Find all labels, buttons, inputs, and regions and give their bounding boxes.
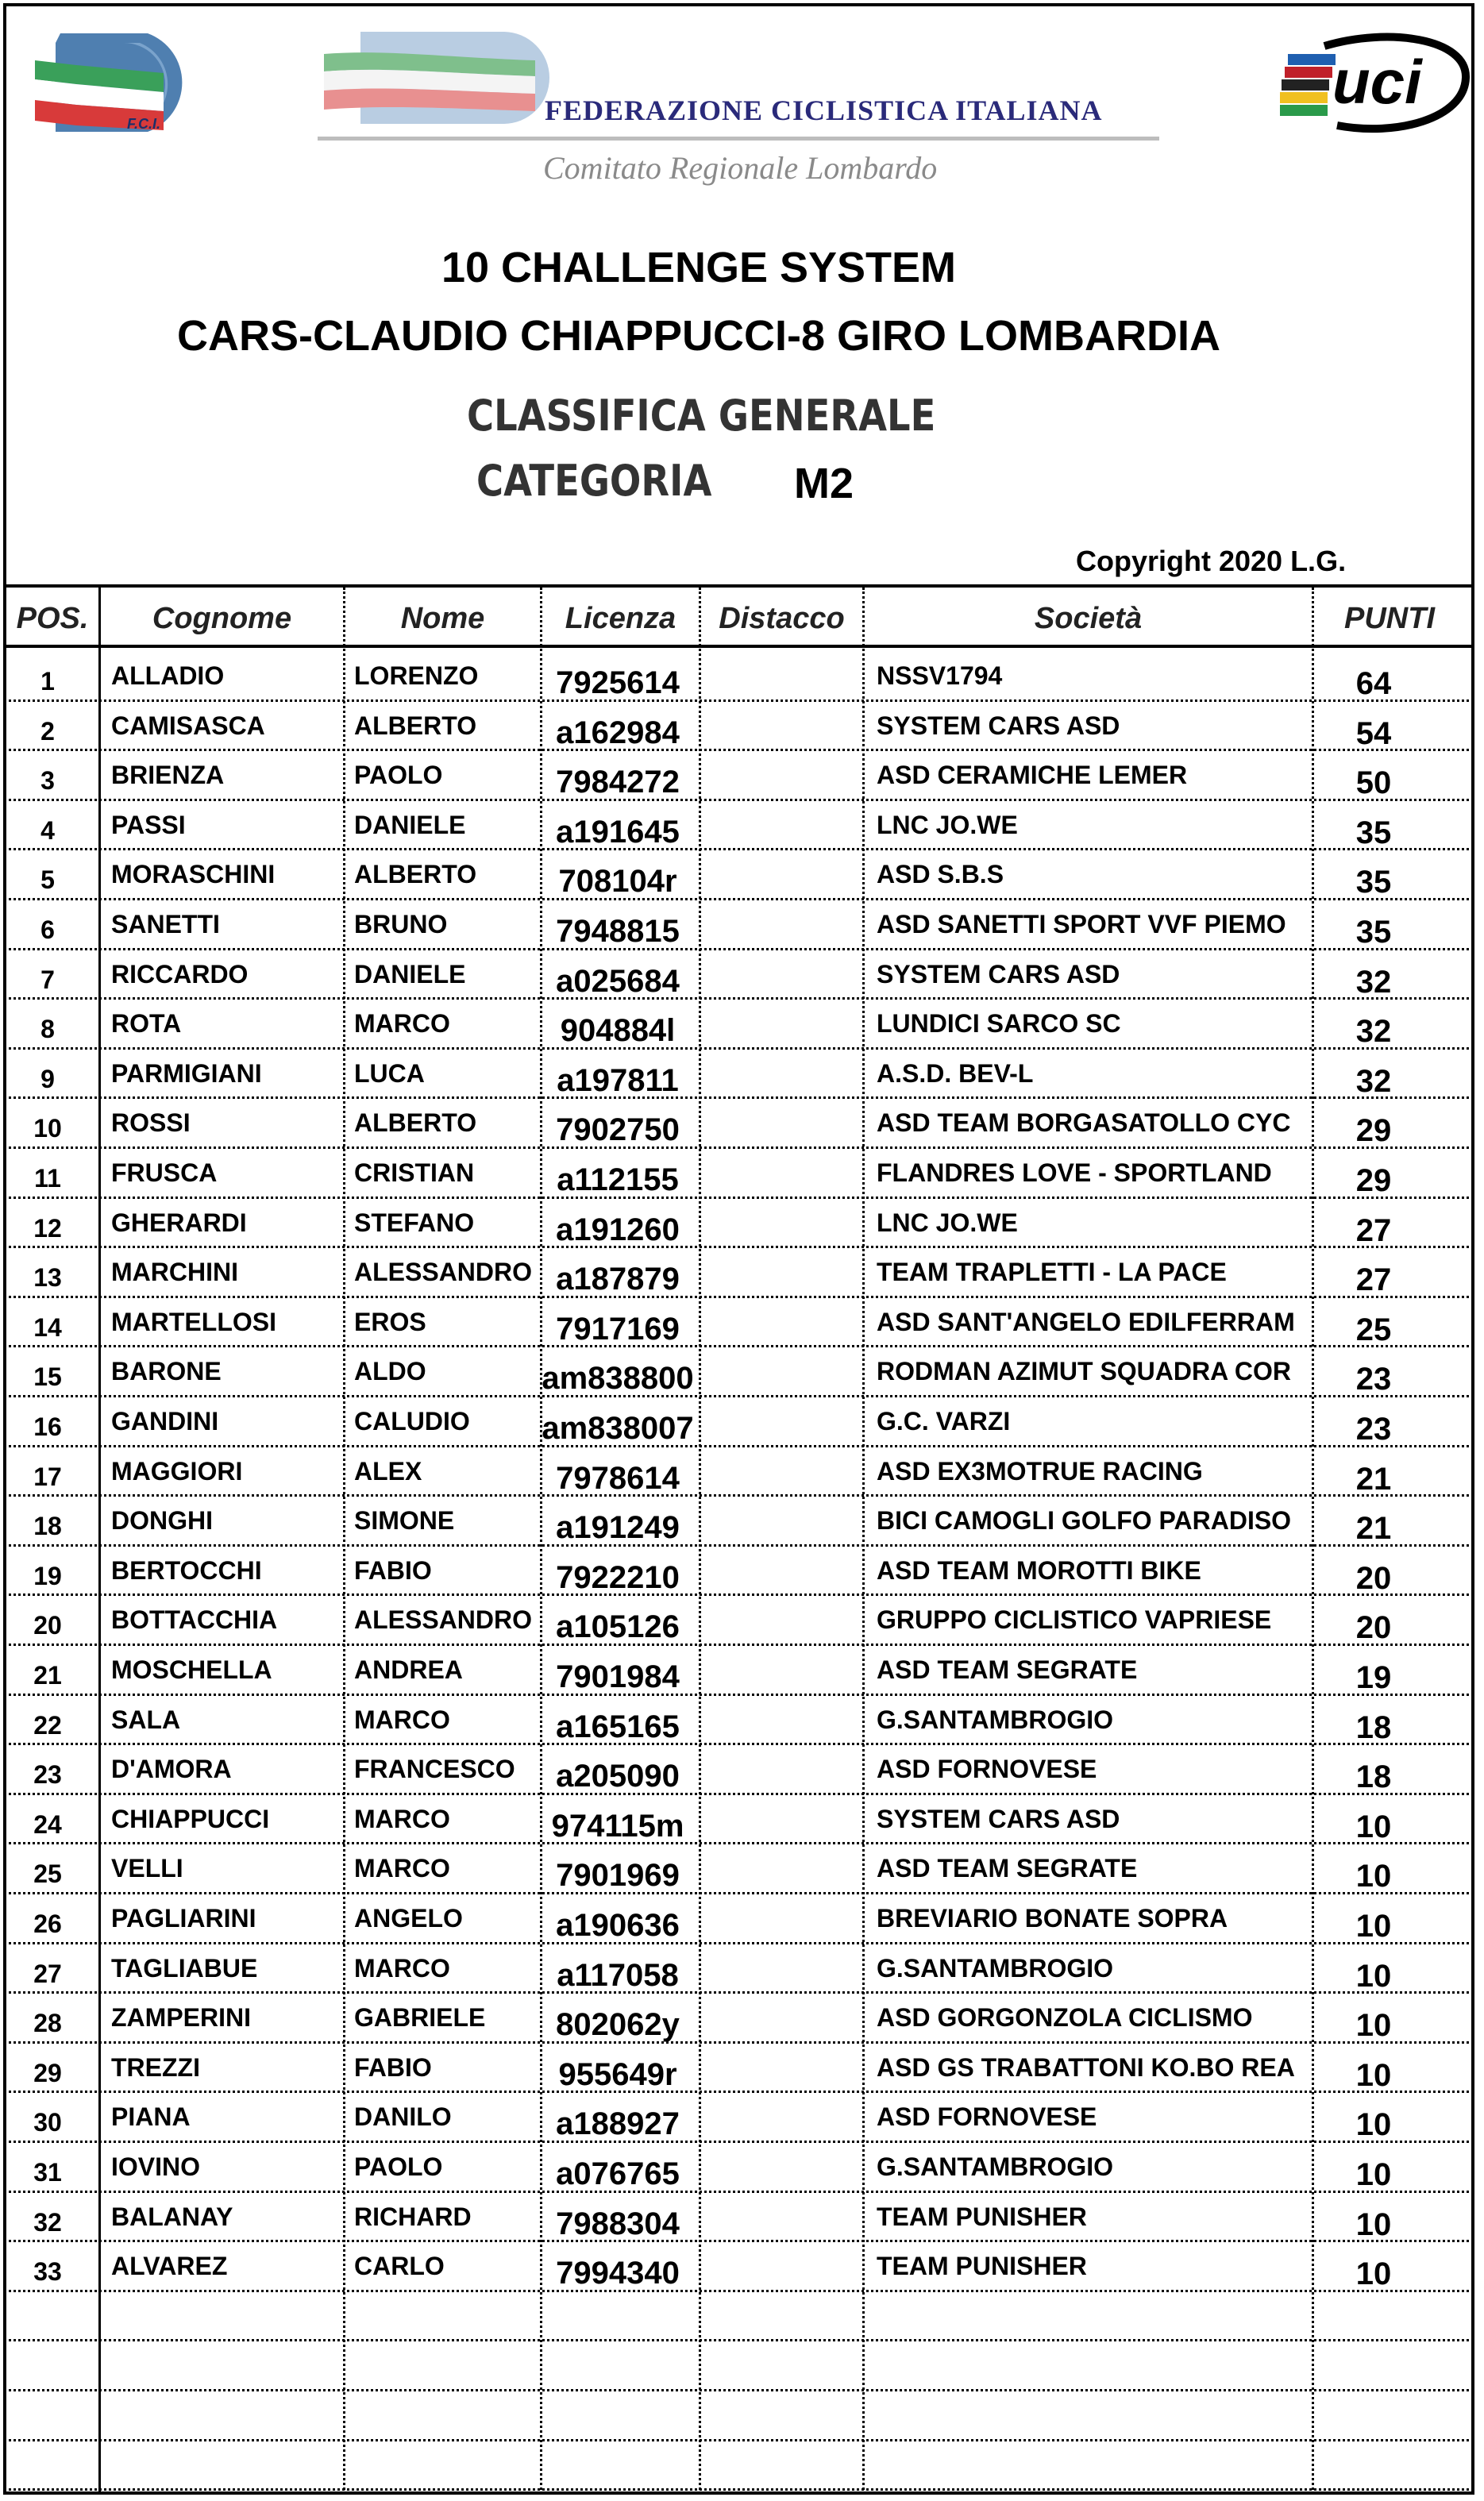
cell-punti: 10 bbox=[1355, 2206, 1392, 2242]
table-row bbox=[0, 800, 1484, 850]
cell-licenza: a076765 bbox=[556, 2156, 680, 2191]
cell-distacco bbox=[702, 1347, 861, 1396]
cell-nome: SIMONE bbox=[354, 1506, 455, 1536]
table-row bbox=[0, 1247, 1484, 1297]
row-separator bbox=[3, 2439, 1474, 2441]
cell-cognome: MARCHINI bbox=[111, 1258, 238, 1287]
table-row bbox=[0, 1098, 1484, 1147]
cell-punti: 32 bbox=[1355, 1063, 1392, 1099]
cell-societa: SYSTEM CARS ASD bbox=[877, 711, 1120, 740]
column-header-distacco: Distacco bbox=[719, 602, 845, 635]
cell-licenza: 7917169 bbox=[556, 1311, 680, 1347]
cell-societa: TEAM PUNISHER bbox=[877, 2202, 1087, 2231]
cell-distacco bbox=[702, 999, 861, 1048]
cell-nome: LUCA bbox=[354, 1058, 425, 1088]
cell-punti: 54 bbox=[1355, 715, 1392, 751]
cell-licenza: a162984 bbox=[556, 715, 680, 750]
table-row bbox=[0, 1397, 1484, 1446]
cell-nome: CARLO bbox=[354, 2252, 445, 2281]
cell-societa: A.S.D. BEV-L bbox=[877, 1058, 1034, 1088]
cell-distacco bbox=[702, 1297, 861, 1347]
cell-position: 13 bbox=[33, 1263, 62, 1293]
cell-cognome: TAGLIABUE bbox=[111, 1953, 258, 1983]
cell-punti: 10 bbox=[1355, 1958, 1392, 1994]
cell-position: 4 bbox=[40, 815, 55, 845]
cell-distacco bbox=[702, 1744, 861, 1794]
cell-cognome: CHIAPPUCCI bbox=[111, 1804, 270, 1833]
uci-logo-text: uci bbox=[1332, 47, 1422, 117]
column-header-cognome: Cognome bbox=[152, 602, 292, 635]
cell-nome: MARCO bbox=[354, 1953, 450, 1983]
cell-cognome: FRUSCA bbox=[111, 1158, 218, 1187]
cell-societa: G.SANTAMBROGIO bbox=[877, 2152, 1114, 2181]
cell-cognome: ROSSI bbox=[111, 1108, 191, 1138]
cell-societa: LUNDICI SARCO SC bbox=[877, 1009, 1121, 1039]
table-row bbox=[0, 850, 1484, 899]
cell-societa: ASD TEAM SEGRATE bbox=[877, 1854, 1138, 1883]
cell-punti: 35 bbox=[1355, 915, 1392, 950]
cell-punti: 21 bbox=[1355, 1511, 1392, 1547]
cell-position: 20 bbox=[33, 1611, 62, 1640]
cell-position: 14 bbox=[33, 1312, 62, 1342]
fci-logo bbox=[29, 29, 208, 137]
cell-societa: ASD GS TRABATTONI KO.BO REA bbox=[877, 2052, 1295, 2082]
cell-distacco bbox=[702, 900, 861, 949]
table-row bbox=[0, 2142, 1484, 2191]
cell-societa: SYSTEM CARS ASD bbox=[877, 959, 1120, 988]
cell-licenza: 955649r bbox=[558, 2056, 677, 2092]
cell-punti: 27 bbox=[1355, 1212, 1392, 1248]
table-row bbox=[0, 2043, 1484, 2092]
table-row bbox=[0, 1844, 1484, 1893]
cell-position: 17 bbox=[33, 1462, 62, 1491]
cell-societa: ASD GORGONZOLA CICLISMO bbox=[877, 2003, 1253, 2033]
cell-nome: RICHARD bbox=[354, 2202, 472, 2231]
cell-position: 22 bbox=[33, 1710, 62, 1740]
cell-position: 29 bbox=[33, 2058, 62, 2087]
cell-distacco bbox=[702, 1098, 861, 1147]
cell-position: 23 bbox=[33, 1760, 62, 1790]
table-row bbox=[0, 1744, 1484, 1794]
cell-position: 7 bbox=[40, 965, 55, 994]
cell-punti: 19 bbox=[1355, 1660, 1392, 1695]
category-label: CATEGORIA bbox=[476, 456, 712, 506]
table-row bbox=[0, 701, 1484, 750]
cell-distacco bbox=[702, 1496, 861, 1545]
cell-position: 19 bbox=[33, 1561, 62, 1590]
cell-nome: ALBERTO bbox=[354, 1108, 477, 1138]
event-subtitle: CARS-CLAUDIO CHIAPPUCCI-8 GIRO LOMBARDIA bbox=[177, 312, 1220, 360]
cell-licenza: a117058 bbox=[557, 1957, 679, 1993]
cell-cognome: PARMIGIANI bbox=[111, 1058, 262, 1088]
cell-nome: CALUDIO bbox=[354, 1407, 470, 1435]
cell-licenza: a025684 bbox=[556, 963, 680, 999]
cell-distacco bbox=[702, 750, 861, 800]
table-row bbox=[0, 1894, 1484, 1943]
cell-licenza: 974115m bbox=[551, 1808, 684, 1844]
cell-distacco bbox=[702, 2043, 861, 2092]
cell-nome: MARCO bbox=[354, 1705, 450, 1734]
cell-societa: LNC JO.WE bbox=[877, 1208, 1018, 1237]
fci-logo-text: F.C.I. bbox=[127, 116, 161, 132]
cell-cognome: BALANAY bbox=[111, 2202, 233, 2231]
cell-cognome: MORASCHINI bbox=[111, 860, 276, 889]
cell-societa: ASD CERAMICHE LEMER bbox=[877, 761, 1188, 790]
table-row bbox=[0, 999, 1484, 1048]
cell-punti: 10 bbox=[1355, 2057, 1392, 2093]
cell-nome: GABRIELE bbox=[354, 2003, 486, 2033]
cell-licenza: 7902750 bbox=[556, 1112, 680, 1148]
cell-societa: G.SANTAMBROGIO bbox=[877, 1705, 1114, 1734]
cell-cognome: ALVAREZ bbox=[111, 2252, 228, 2281]
table-row bbox=[0, 1944, 1484, 1993]
cell-cognome: SANETTI bbox=[111, 910, 220, 938]
cell-position: 3 bbox=[40, 766, 55, 796]
cell-cognome: PIANA bbox=[111, 2102, 191, 2132]
cell-societa: ASD SANT'ANGELO EDILFERRAM bbox=[877, 1307, 1295, 1336]
cell-distacco bbox=[702, 1247, 861, 1297]
regional-committee: Comitato Regionale Lombardo bbox=[543, 150, 938, 186]
cell-licenza: 904884l bbox=[560, 1013, 676, 1049]
table-row bbox=[0, 651, 1484, 700]
cell-punti: 35 bbox=[1355, 815, 1392, 850]
cell-position: 30 bbox=[33, 2108, 62, 2137]
table-row bbox=[0, 1347, 1484, 1396]
cell-licenza: a191645 bbox=[556, 814, 680, 850]
column-header-nome: Nome bbox=[400, 602, 485, 635]
table-row bbox=[0, 1993, 1484, 2042]
cell-distacco bbox=[702, 2241, 861, 2291]
cell-distacco bbox=[702, 1944, 861, 1993]
cell-distacco bbox=[702, 1148, 861, 1197]
column-header-licenza: Licenza bbox=[565, 602, 676, 635]
cell-position: 21 bbox=[33, 1661, 62, 1690]
cell-punti: 10 bbox=[1355, 1859, 1392, 1894]
cell-licenza: a165165 bbox=[556, 1709, 680, 1744]
cell-societa: ASD TEAM MOROTTI BIKE bbox=[877, 1555, 1201, 1585]
cell-punti: 29 bbox=[1355, 1163, 1392, 1198]
cell-cognome: PAGLIARINI bbox=[111, 1904, 256, 1933]
cell-nome: MARCO bbox=[354, 1854, 450, 1883]
event-title: 10 CHALLENGE SYSTEM bbox=[441, 244, 957, 291]
cell-distacco bbox=[702, 950, 861, 999]
cell-licenza: 7901984 bbox=[556, 1659, 680, 1694]
cell-distacco bbox=[702, 1198, 861, 1247]
cell-societa: TEAM TRAPLETTI - LA PACE bbox=[877, 1258, 1227, 1287]
table-row bbox=[0, 1595, 1484, 1644]
cell-licenza: 7988304 bbox=[556, 2206, 680, 2241]
table-row bbox=[0, 1198, 1484, 1247]
table-top-border bbox=[3, 584, 1474, 588]
cell-cognome: IOVINO bbox=[111, 2152, 201, 2181]
cell-nome: ALBERTO bbox=[354, 860, 477, 889]
cell-nome: ALBERTO bbox=[354, 711, 477, 740]
cell-position: 27 bbox=[33, 1959, 62, 1988]
cell-societa: BICI CAMOGLI GOLFO PARADISO bbox=[877, 1506, 1292, 1536]
cell-punti: 50 bbox=[1355, 765, 1392, 801]
cell-cognome: RICCARDO bbox=[111, 959, 249, 988]
cell-distacco bbox=[702, 1645, 861, 1694]
cell-distacco bbox=[702, 800, 861, 850]
copyright-notice: Copyright 2020 L.G. bbox=[1076, 545, 1347, 577]
cell-position: 6 bbox=[40, 915, 55, 944]
cell-position: 8 bbox=[40, 1015, 55, 1044]
cell-nome: FABIO bbox=[354, 2052, 432, 2082]
cell-licenza: a112155 bbox=[557, 1162, 679, 1197]
cell-punti: 23 bbox=[1355, 1412, 1392, 1447]
cell-nome: LORENZO bbox=[354, 661, 479, 690]
cell-punti: 18 bbox=[1355, 1759, 1392, 1795]
cell-punti: 35 bbox=[1355, 865, 1392, 900]
cell-cognome: D'AMORA bbox=[111, 1755, 232, 1784]
cell-cognome: ROTA bbox=[111, 1009, 182, 1039]
cell-cognome: SALA bbox=[111, 1705, 181, 1734]
classification-title: CLASSIFICA GENERALE bbox=[467, 391, 936, 441]
cell-distacco bbox=[702, 2092, 861, 2141]
cell-societa: RODMAN AZIMUT SQUADRA COR bbox=[877, 1357, 1292, 1386]
table-row bbox=[0, 1496, 1484, 1545]
cell-position: 1 bbox=[40, 667, 55, 696]
cell-nome: EROS bbox=[354, 1307, 426, 1336]
cell-distacco bbox=[702, 1049, 861, 1098]
cell-societa: GRUPPO CICLISTICO VAPRIESE bbox=[877, 1605, 1272, 1635]
cell-nome: PAOLO bbox=[354, 2152, 443, 2181]
cell-societa: ASD S.B.S bbox=[877, 860, 1004, 889]
uci-logo bbox=[1277, 30, 1471, 138]
cell-position: 11 bbox=[34, 1164, 61, 1193]
table-row bbox=[0, 1447, 1484, 1496]
cell-societa: NSSV1794 bbox=[877, 661, 1003, 690]
cell-societa: G.C. VARZI bbox=[877, 1407, 1011, 1435]
cell-nome: DANILO bbox=[354, 2102, 452, 2132]
cell-licenza: a187879 bbox=[556, 1262, 680, 1297]
federation-name: FEDERAZIONE CICLISTICA ITALIANA bbox=[545, 94, 1103, 126]
cell-position: 24 bbox=[33, 1809, 62, 1839]
cell-licenza: 7978614 bbox=[556, 1460, 680, 1496]
cell-punti: 10 bbox=[1355, 2008, 1392, 2044]
cell-licenza: a105126 bbox=[556, 1609, 680, 1645]
table-row bbox=[0, 1148, 1484, 1197]
cell-nome: ALEX bbox=[354, 1456, 422, 1486]
cell-nome: ANDREA bbox=[354, 1655, 463, 1684]
cell-position: 18 bbox=[33, 1512, 62, 1541]
column-header-pos: POS. bbox=[16, 602, 89, 635]
cell-punti: 32 bbox=[1355, 1014, 1392, 1050]
cell-position: 12 bbox=[33, 1213, 62, 1243]
cell-cognome: BRIENZA bbox=[111, 761, 225, 790]
cell-punti: 10 bbox=[1355, 1909, 1392, 1944]
cell-cognome: MAGGIORI bbox=[111, 1456, 243, 1486]
cell-nome: DANIELE bbox=[354, 810, 466, 839]
table-row bbox=[0, 950, 1484, 999]
cell-distacco bbox=[702, 1447, 861, 1496]
table-row bbox=[0, 1695, 1484, 1744]
table-row bbox=[0, 1645, 1484, 1694]
cell-position: 28 bbox=[33, 2009, 62, 2038]
cell-nome: STEFANO bbox=[354, 1208, 475, 1237]
cell-punti: 10 bbox=[1355, 2157, 1392, 2192]
cell-societa: ASD FORNOVESE bbox=[877, 1755, 1097, 1784]
cell-position: 32 bbox=[33, 2207, 62, 2237]
cell-societa: ASD TEAM BORGASATOLLO CYC bbox=[877, 1108, 1291, 1138]
table-row bbox=[0, 1546, 1484, 1595]
cell-cognome: MOSCHELLA bbox=[111, 1655, 272, 1684]
cell-cognome: DONGHI bbox=[111, 1506, 213, 1536]
cell-nome: FABIO bbox=[354, 1555, 432, 1585]
cell-punti: 23 bbox=[1355, 1362, 1392, 1397]
table-row bbox=[0, 1297, 1484, 1347]
cell-licenza: 7901969 bbox=[556, 1858, 680, 1894]
table-row bbox=[0, 2241, 1484, 2291]
cell-nome: ALESSANDRO bbox=[354, 1258, 533, 1287]
cell-position: 5 bbox=[40, 865, 55, 895]
row-separator bbox=[3, 2339, 1474, 2341]
cell-nome: FRANCESCO bbox=[354, 1755, 515, 1784]
cell-licenza: am838800 bbox=[542, 1361, 694, 1397]
cell-cognome: GHERARDI bbox=[111, 1208, 247, 1237]
cell-licenza: 7922210 bbox=[556, 1559, 680, 1595]
federation-flag-graphic bbox=[321, 25, 551, 137]
cell-cognome: BOTTACCHIA bbox=[111, 1605, 278, 1635]
cell-nome: ALDO bbox=[354, 1357, 426, 1386]
cell-cognome: CAMISASCA bbox=[111, 711, 265, 740]
table-row bbox=[0, 750, 1484, 800]
cell-nome: ALESSANDRO bbox=[354, 1605, 533, 1635]
cell-licenza: a191260 bbox=[556, 1212, 680, 1247]
cell-licenza: 708104r bbox=[558, 864, 677, 900]
cell-distacco bbox=[702, 1993, 861, 2042]
cell-punti: 10 bbox=[1355, 2256, 1392, 2292]
cell-punti: 18 bbox=[1355, 1709, 1392, 1745]
cell-licenza: am838007 bbox=[542, 1411, 694, 1446]
cell-distacco bbox=[702, 850, 861, 899]
cell-distacco bbox=[702, 1695, 861, 1744]
table-row bbox=[0, 2092, 1484, 2141]
cell-licenza: a205090 bbox=[556, 1759, 680, 1794]
cell-distacco bbox=[702, 2192, 861, 2241]
cell-licenza: 7984272 bbox=[556, 765, 680, 800]
cell-nome: MARCO bbox=[354, 1009, 450, 1039]
table-row bbox=[0, 1794, 1484, 1844]
cell-cognome: MARTELLOSI bbox=[111, 1307, 276, 1336]
cell-societa: LNC JO.WE bbox=[877, 810, 1018, 839]
cell-licenza: 7994340 bbox=[556, 2256, 680, 2291]
cell-licenza: a197811 bbox=[557, 1062, 679, 1098]
cell-cognome: VELLI bbox=[111, 1854, 183, 1883]
table-row bbox=[0, 1049, 1484, 1098]
cell-nome: CRISTIAN bbox=[354, 1158, 475, 1187]
cell-position: 2 bbox=[40, 716, 55, 746]
cell-cognome: BARONE bbox=[111, 1357, 222, 1386]
cell-nome: BRUNO bbox=[354, 910, 448, 938]
cell-distacco bbox=[702, 1794, 861, 1844]
cell-distacco bbox=[702, 1894, 861, 1943]
cell-nome: ANGELO bbox=[354, 1904, 463, 1933]
cell-distacco bbox=[702, 1595, 861, 1644]
cell-societa: G.SANTAMBROGIO bbox=[877, 1953, 1114, 1983]
cell-distacco bbox=[702, 651, 861, 700]
cell-societa: BREVIARIO BONATE SOPRA bbox=[877, 1904, 1228, 1933]
cell-position: 31 bbox=[33, 2158, 62, 2187]
cell-position: 15 bbox=[33, 1362, 62, 1392]
cell-punti: 10 bbox=[1355, 2107, 1392, 2143]
cell-punti: 27 bbox=[1355, 1262, 1392, 1298]
column-header-societa: Società bbox=[1034, 602, 1143, 635]
cell-distacco bbox=[702, 1546, 861, 1595]
cell-licenza: a191249 bbox=[556, 1510, 680, 1546]
cell-societa: ASD EX3MOTRUE RACING bbox=[877, 1456, 1203, 1486]
header-divider bbox=[318, 137, 1159, 141]
cell-punti: 64 bbox=[1355, 666, 1392, 701]
cell-distacco bbox=[702, 701, 861, 750]
cell-nome: PAOLO bbox=[354, 761, 443, 790]
cell-punti: 29 bbox=[1355, 1113, 1392, 1149]
cell-position: 25 bbox=[33, 1859, 62, 1889]
cell-cognome: TREZZI bbox=[111, 2052, 200, 2082]
cell-societa: TEAM PUNISHER bbox=[877, 2252, 1087, 2281]
cell-cognome: BERTOCCHI bbox=[111, 1555, 262, 1585]
cell-distacco bbox=[702, 1397, 861, 1446]
cell-cognome: ZAMPERINI bbox=[111, 2003, 251, 2033]
cell-nome: DANIELE bbox=[354, 959, 466, 988]
cell-societa: SYSTEM CARS ASD bbox=[877, 1804, 1120, 1833]
cell-cognome: GANDINI bbox=[111, 1407, 219, 1435]
row-separator bbox=[3, 2488, 1474, 2491]
cell-societa: FLANDRES LOVE - SPORTLAND bbox=[877, 1158, 1272, 1187]
cell-punti: 20 bbox=[1355, 1610, 1392, 1646]
cell-position: 10 bbox=[33, 1114, 62, 1143]
cell-punti: 10 bbox=[1355, 1809, 1392, 1844]
cell-licenza: a190636 bbox=[556, 1908, 680, 1943]
cell-cognome: PASSI bbox=[111, 810, 186, 839]
cell-punti: 21 bbox=[1355, 1461, 1392, 1497]
cell-position: 33 bbox=[33, 2257, 62, 2287]
table-row bbox=[0, 2192, 1484, 2241]
cell-position: 9 bbox=[40, 1064, 55, 1093]
cell-punti: 25 bbox=[1355, 1312, 1392, 1347]
row-separator bbox=[3, 2389, 1474, 2391]
column-header-punti: PUNTI bbox=[1344, 602, 1435, 635]
cell-societa: ASD FORNOVESE bbox=[877, 2102, 1097, 2132]
cell-nome: MARCO bbox=[354, 1804, 450, 1833]
cell-distacco bbox=[702, 1844, 861, 1893]
cell-licenza: 7948815 bbox=[556, 914, 680, 949]
cell-position: 26 bbox=[33, 1909, 62, 1938]
cell-licenza: 802062y bbox=[556, 2007, 680, 2043]
category-value: M2 bbox=[794, 460, 854, 507]
cell-position: 16 bbox=[33, 1412, 62, 1441]
cell-distacco bbox=[702, 2142, 861, 2191]
cell-licenza: 7925614 bbox=[556, 665, 680, 700]
table-row bbox=[0, 900, 1484, 949]
cell-cognome: ALLADIO bbox=[111, 661, 225, 690]
cell-societa: ASD TEAM SEGRATE bbox=[877, 1655, 1138, 1684]
cell-punti: 32 bbox=[1355, 964, 1392, 1000]
cell-punti: 20 bbox=[1355, 1560, 1392, 1596]
cell-societa: ASD SANETTI SPORT VVF PIEMO bbox=[877, 910, 1286, 938]
cell-licenza: a188927 bbox=[556, 2106, 680, 2142]
